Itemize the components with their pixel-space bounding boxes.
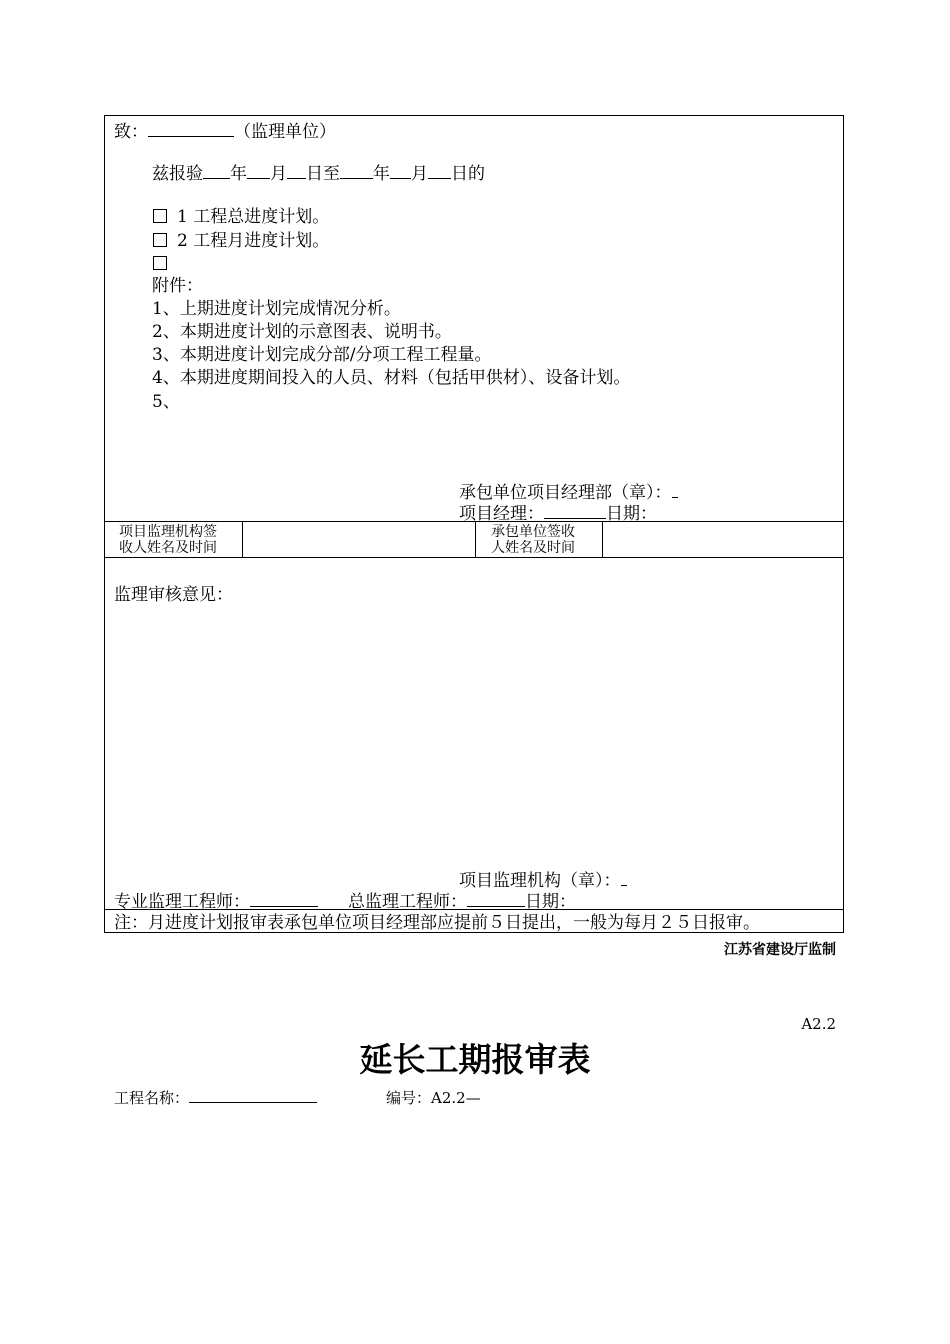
month-blank-1[interactable]: [247, 162, 270, 179]
chief-engineer-blank[interactable]: [467, 890, 525, 907]
month-blank-2[interactable]: [390, 162, 411, 179]
day-to-label: 日至: [306, 164, 340, 184]
project-manager-label: 项目经理：: [459, 504, 544, 524]
contractor-seal-label: 承包单位项目经理部（章）：: [459, 483, 672, 503]
supervisor-unit-blank[interactable]: [148, 120, 234, 137]
supervisor-seal-label: 项目监理机构（章）：: [459, 871, 621, 891]
attachment-item: 3、本期进度计划完成分部/分项工程工程量。: [152, 345, 492, 365]
year-label-2: 年: [373, 164, 390, 184]
progress-plan-form: [104, 115, 844, 933]
report-period-line: [152, 162, 485, 184]
option-label: 1 工程总进度计划。: [177, 207, 330, 227]
label-line: 承包单位签收: [491, 524, 575, 540]
report-lead: 兹报验: [152, 164, 203, 184]
next-form-title: 延长工期报审表: [359, 1040, 591, 1079]
specialist-engineer-label: 专业监理工程师：: [114, 892, 250, 912]
option-label: 2 工程月进度计划。: [177, 231, 330, 251]
project-name-blank[interactable]: [189, 1089, 317, 1103]
option-other[interactable]: [153, 254, 177, 274]
supervisor-seal-line: [459, 869, 627, 891]
year-blank-2[interactable]: [340, 162, 373, 179]
contractor-receiver-label: [491, 524, 575, 556]
supervisor-receiver-label: [119, 524, 217, 556]
column-divider: [475, 521, 476, 557]
contractor-seal-blank[interactable]: [672, 481, 678, 498]
form-code: A2.2: [801, 1015, 836, 1033]
issuer-label: 江苏省建设厅监制: [724, 942, 836, 958]
attachment-item: 2、本期进度计划的示意图表、说明书。: [152, 322, 452, 342]
day-blank-1[interactable]: [287, 162, 306, 179]
project-name-line: [114, 1088, 317, 1108]
month-label-1: 月: [270, 164, 287, 184]
date-label: 日期：: [606, 504, 657, 524]
day-end-label: 日的: [451, 164, 485, 184]
review-opinion-label: 监理审核意见：: [114, 585, 233, 605]
year-blank-1[interactable]: [203, 162, 230, 179]
row-divider: [105, 521, 843, 522]
specialist-engineer-blank[interactable]: [250, 890, 318, 907]
option-total-plan[interactable]: [153, 207, 329, 227]
to-prefix: 致：: [114, 122, 148, 142]
attachments-title: 附件：: [152, 276, 203, 296]
checkbox-icon[interactable]: [153, 256, 167, 270]
project-name-label: 工程名称：: [114, 1089, 190, 1107]
label-line: 人姓名及时间: [491, 540, 575, 556]
contractor-receiver-field[interactable]: [604, 523, 842, 555]
option-monthly-plan[interactable]: [153, 231, 329, 251]
date-label: 日期：: [525, 892, 576, 912]
form-note: 注：月进度计划报审表承包单位项目经理部应提前５日提出，一般为每月２５日报审。: [114, 913, 760, 933]
row-divider: [105, 909, 843, 910]
label-line: 项目监理机构签: [119, 524, 217, 540]
supervisor-seal-blank[interactable]: [621, 869, 627, 886]
review-opinion-area[interactable]: [114, 611, 834, 856]
checkbox-icon[interactable]: [153, 233, 167, 247]
chief-engineer-label: 总监理工程师：: [348, 892, 467, 912]
supervisor-receiver-field[interactable]: [244, 523, 473, 555]
to-suffix: （监理单位）: [234, 122, 336, 142]
attachment-item: 4、本期进度期间投入的人员、材料（包括甲供材）、设备计划。: [152, 368, 631, 388]
row-divider: [105, 557, 843, 558]
month-label-2: 月: [411, 164, 428, 184]
attachment-item: 5、: [152, 392, 180, 412]
to-line: [114, 120, 336, 142]
form-number: 编号：A2.2—: [386, 1089, 481, 1107]
label-line: 收人姓名及时间: [119, 540, 217, 556]
checkbox-icon[interactable]: [153, 209, 167, 223]
column-divider: [602, 521, 603, 557]
attachment-item: 1、上期进度计划完成情况分析。: [152, 299, 401, 319]
year-label-1: 年: [230, 164, 247, 184]
contractor-seal-line: [459, 481, 678, 503]
column-divider: [242, 521, 243, 557]
day-blank-2[interactable]: [428, 162, 451, 179]
project-manager-blank[interactable]: [544, 502, 606, 519]
